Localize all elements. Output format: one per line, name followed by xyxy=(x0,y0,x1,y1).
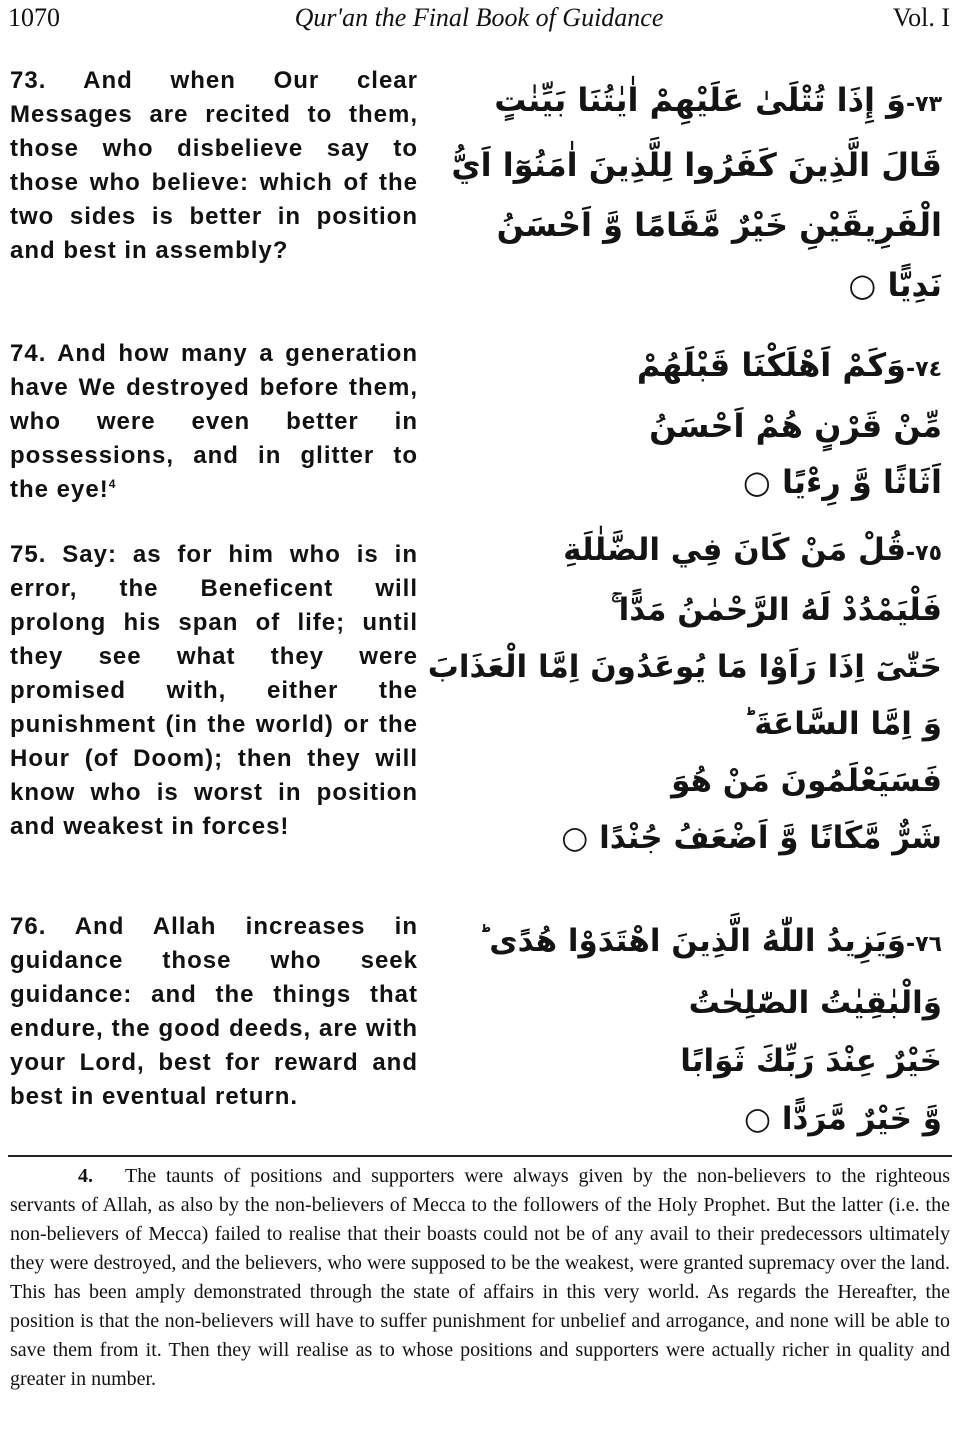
verse-number: ٧٦- xyxy=(906,932,942,957)
page-header xyxy=(8,0,950,36)
verse-75-translation: 75. Say: as for him who is in error, the Beneficent will prolong his span of life; until they see what they were promised with, either the punishment (in the world) or the Hour (of Doom); then they will know who is worst in position and weakest in forces! xyxy=(10,541,418,840)
arabic-line: نَدِيًّا ○ xyxy=(848,266,942,304)
verse-73-translation: 73. And when Our clear Messages are recited to them, those who disbelieve say to those who believe: which of the two sides is better in position and best in assembly? xyxy=(10,67,418,264)
arabic-line: وَالْبٰقِيٰتُ الصّٰلِحٰتُ xyxy=(688,985,942,1021)
footnote-number: 4. xyxy=(78,1165,93,1187)
page-number: 1070 xyxy=(8,3,60,32)
verse-74-arabic xyxy=(532,337,942,510)
arabic-line: الْفَرِيقَيْنِ خَيْرٌ مَّقَامًا وَّ اَحْسَنُ xyxy=(496,206,942,244)
arabic-line: ٧٦-وَيَزِيدُ اللّٰهُ الَّذِينَ اهْتَدَوْا هُدًى ؕ xyxy=(478,923,942,959)
arabic-line: اَثَاثًا وَّ رِءْيًا ○ xyxy=(742,463,942,501)
verse-73-arabic xyxy=(451,70,942,315)
verse-number: ٧٥- xyxy=(906,541,942,566)
arabic-line: شَرٌّ مَّكَانًا وَّ اَضْعَفُ جُنْدًا ○ xyxy=(561,820,942,856)
footnote-ref: 4 xyxy=(108,477,117,491)
arabic-line: ٧٥-قُلْ مَنْ كَانَ فِي الضَّلٰلَةِ xyxy=(563,532,942,568)
footnote-text: The taunts of positions and supporters were always given by the non-believers to the righteous servants of Allah, as also by the non-believers of Mecca to the followers of the Holy Prophet. But the latter (i.e. the non-believers of Mecca) failed to realise that their boasts could not be of any avail to their predecessors ultimately they were destroyed, and the believers, who were supposed to be the weakest, were granted supremacy over the land. This has been amply demonstrated through the state of affairs in this very world. As regards the Hereafter, the position is that the non-believers will have to suffer punishment for unbelief and arrogance, and none will be able to save them from it. Then they will realise as to whose positions and supporters were actually richer in quality and greater in number. xyxy=(10,1165,950,1390)
arabic-line: وَ اِمَّا السَّاعَةَ ؕ xyxy=(743,706,942,742)
arabic-line: مِّنْ قَرْنٍ هُمْ اَحْسَنُ xyxy=(649,407,942,445)
book-title: Qur'an the Final Book of Guidance xyxy=(294,3,664,32)
volume-label: Vol. I xyxy=(892,3,950,32)
arabic-line: ٧٣-وَ إِذَا تُتْلَىٰ عَلَيْهِمْ اٰيٰتُنَا بَيِّنٰتٍ xyxy=(494,81,942,119)
arabic-line: حَتّٰىٓ اِذَا رَاَوْا مَا يُوعَدُونَ اِمَّا الْعَذَابَ xyxy=(427,649,942,685)
arabic-line: قَالَ الَّذِينَ كَفَرُوا لِلَّذِينَ اٰمَنُوٓا اَيُّ xyxy=(451,146,942,184)
footnote xyxy=(10,1162,950,1394)
arabic-line: فَلْيَمْدُدْ لَهُ الرَّحْمٰنُ مَدًّا ۚ xyxy=(610,592,942,628)
footnote-divider xyxy=(8,1155,952,1157)
verse-74-translation: 74. And how many a generation have We destroyed before them, who were even better in possessions, and in glitter to the eye!$^4$ xyxy=(10,340,418,503)
arabic-line: فَسَيَعْلَمُونَ مَنْ هُوَ xyxy=(671,763,942,799)
arabic-line: خَيْرٌ عِنْدَ رَبِّكَ ثَوَابًا xyxy=(680,1043,942,1079)
arabic-line: ٧٤-وَكَمْ اَهْلَكْنَا قَبْلَهُمْ xyxy=(636,346,942,384)
verse-76-arabic xyxy=(478,912,942,1148)
verse-75-arabic xyxy=(427,522,942,867)
verse-76-translation: 76. And Allah increases in guidance those who seek guidance: and the things that endure, the good deeds, are with your Lord, best for reward and best in eventual return. xyxy=(10,913,418,1110)
arabic-line: وَّ خَيْرٌ مَّرَدًّا ○ xyxy=(744,1101,942,1137)
verse-number: ٧٣- xyxy=(906,92,942,117)
verse-number: ٧٤- xyxy=(906,357,942,382)
